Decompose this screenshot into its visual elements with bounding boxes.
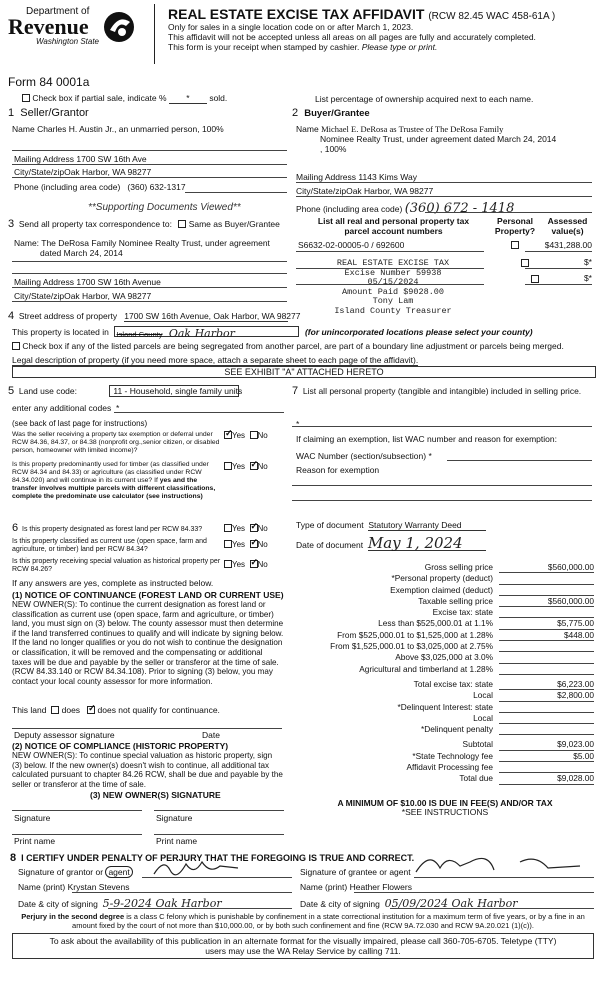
grantor-name[interactable]: Krystan Stevens [67, 882, 130, 892]
seller-name[interactable]: Charles H. Austin Jr., an unmarried person, 100% [37, 124, 224, 134]
assessed-header-b: value(s) [551, 226, 584, 236]
partial-pct[interactable]: * [169, 93, 207, 104]
doc-date-label: Date of document [296, 540, 364, 550]
land-use-label: Land use code: [18, 386, 77, 396]
street-label: Street address of property [18, 311, 118, 321]
calc-row-label: Affidavit Processing fee [406, 762, 493, 773]
tax-corr-name-label: Name: [14, 238, 40, 248]
same-as-buyer-checkbox[interactable] [178, 220, 186, 228]
calc-row-label: From $525,000.01 to $1,525,000 at 1.28% [337, 629, 493, 640]
calc-row [292, 739, 594, 750]
seller-mail-label: Mailing Address [14, 154, 75, 164]
tax-calculation-table [292, 562, 594, 785]
calc-row-value[interactable] [499, 652, 594, 663]
calc-row-value[interactable]: $9,023.00 [499, 739, 594, 750]
calc-row-value[interactable] [499, 762, 594, 773]
form-title: REAL ESTATE EXCISE TAX AFFIDAVIT [168, 6, 425, 22]
calc-row [292, 762, 594, 773]
tax-corr-city-label: City/State/zip [14, 291, 65, 301]
q1-yes-checkbox[interactable] [224, 431, 232, 439]
seller-name-label: Name [12, 124, 35, 134]
calc-row-value[interactable] [499, 702, 594, 713]
calc-row [292, 573, 594, 584]
deputy-date-label: Date [202, 730, 220, 740]
legal-description-value[interactable]: SEE EXHIBIT "A" ATTACHED HERETO [12, 366, 596, 378]
exemption-label: If claiming an exemption, list WAC number and reason for exemption: [296, 434, 557, 444]
calc-row [292, 713, 594, 724]
subtitle-1: Only for sales in a single location code on or after March 1, 2023. [168, 22, 414, 32]
grantor-sig-label: Signature of grantor or [18, 867, 104, 877]
calc-row-label: From $1,525,000.01 to $3,025,000 at 2.75% [330, 641, 493, 652]
q2-yes-checkbox[interactable] [224, 462, 232, 470]
does-checkbox[interactable] [51, 706, 59, 714]
does-not-checkbox[interactable] [87, 706, 95, 714]
parcel-header-1b: parcel account numbers [344, 226, 443, 236]
wac-label: WAC Number (section/subsection) [296, 451, 427, 461]
continuance-text: NEW OWNER(S): To continue the current designation as forest land or classification as current use (open space, farm and agriculture, or timber) land, you must sign on (3) below. The county assessor must then determine if the land transferred continues to qualify and will indicate by signing below. If the land no longer qualifies or you do not wish to continue the designation or classification, it will be removed and the compensating or additional taxes will be due and payable by the seller or transferor at the time of sale. (RCW 84.33.140 or RCW 84.34.108). Prior to signing (3) below, you may contact your local county assessor for more information. [12, 600, 284, 686]
calc-row-label: Local [473, 690, 493, 701]
partial-sale-checkbox[interactable] [22, 94, 30, 102]
if-yes-instruction: If any answers are yes, complete as instructed below. [12, 578, 214, 588]
stamp-line-4: Amount Paid $9028.00 [341, 286, 445, 297]
personal-property-label: List all personal property (tangible and intangible) included in selling price. [302, 386, 582, 396]
calc-row-value[interactable] [499, 573, 594, 584]
grantee-sig-label: Signature of grantee or [300, 867, 387, 877]
calc-row-value[interactable]: $560,000.00 [499, 596, 594, 607]
deputy-label: Deputy assessor signature [14, 730, 115, 740]
calc-row-value[interactable] [499, 607, 594, 618]
assessed-header: Assessed [547, 216, 588, 226]
calc-row-value[interactable]: $2,800.00 [499, 690, 594, 701]
calc-row-label: Agricultural and timberland at 1.28% [359, 663, 493, 674]
grantee-signature[interactable] [410, 848, 590, 878]
calc-row [292, 702, 594, 713]
calc-row [292, 690, 594, 701]
parcel-header-1: List all real and personal property tax [317, 216, 470, 226]
calc-row [292, 751, 594, 762]
doc-type-value[interactable]: Statutory Warranty Deed [368, 520, 486, 531]
location-handwritten: Oak Harbor [168, 327, 235, 340]
buyer-phone[interactable]: (360) 672 - 1418 [404, 201, 515, 216]
accessibility-footer: To ask about the availability of this publication in an alternate format for the visually impaired, please call 360-705-6705. Teletype (TTY) users may use the WA Relay Service by calling 711. [12, 933, 594, 959]
additional-codes-label: enter any additional codes [12, 403, 112, 413]
calc-row-label: Gross selling price [424, 562, 493, 572]
historic-question: Is this property receiving special valuation as historical property per RCW 84.26? [12, 558, 221, 573]
personal-property-value[interactable]: * [296, 419, 300, 429]
calc-row [292, 641, 594, 652]
calc-row [292, 585, 594, 596]
timber-question: Is this property predominantly used for timber (as classified under RCW 84.34 and 84.33) or agriculture (as classified under RCW 84.34.020) and will continue in its current use? If [12, 461, 209, 484]
buyer-phone-label: Phone (including area code) [296, 204, 403, 214]
owner-sig-label-1: Signature [14, 813, 51, 823]
calc-row-label: *Delinquent Interest: state [397, 701, 493, 712]
location-label: This property is located in [12, 327, 109, 337]
calc-row [292, 664, 594, 675]
boundary-label: Check box if any of the listed parcels are being segregated from another parcel, are part of a boundary line adjustment or parcels being merged. [22, 341, 564, 351]
calc-row [292, 562, 594, 573]
tax-corr-mail-label: Mailing Address [14, 277, 75, 287]
personal-header: Personal [497, 216, 533, 226]
calc-row-label: Taxable selling price [418, 595, 493, 606]
calc-row-value[interactable] [499, 664, 594, 675]
tax-corr-mail[interactable]: 1700 SW 16th Avenue [76, 277, 161, 287]
boundary-checkbox[interactable] [12, 342, 20, 350]
parcel-account-1[interactable]: S6632-02-00005-0 / 692600 [298, 240, 405, 250]
calc-row-label: *Personal property (deduct) [391, 573, 493, 584]
form-number: Form 84 0001a [8, 75, 90, 89]
calc-row-label: Total excise tax: state [413, 678, 493, 689]
agent-label: agent [105, 866, 132, 878]
grantee-date-city[interactable]: 05/09/2024 Oak Harbor [384, 897, 518, 910]
q1-no-checkbox[interactable] [250, 431, 258, 439]
tax-correspondence-row: 3 Send all property tax correspondence to: Same as Buyer/Grantee [8, 218, 280, 230]
owner-sig-label-2: Signature [156, 813, 193, 823]
grantee-agent-label: agent [389, 867, 411, 877]
q5-yes-checkbox[interactable] [224, 560, 232, 568]
does-not-label: does not qualify for continuance. [97, 705, 220, 715]
seller-mail[interactable]: 1700 SW 16th Ave [76, 154, 147, 164]
q4-no-checkbox[interactable] [250, 540, 258, 548]
dept-label: Department of [26, 6, 90, 17]
calc-row-value[interactable]: $448.00 [499, 630, 594, 641]
logo [8, 6, 148, 46]
buyer-name-3[interactable]: , 100% [320, 144, 347, 154]
reason-label: Reason for exemption [296, 465, 380, 475]
calc-row [292, 630, 594, 641]
grantee-date-label: Date & city of signing [300, 899, 380, 909]
calc-row-value[interactable]: $560,000.00 [499, 562, 594, 573]
stamp-line-1: REAL ESTATE EXCISE TAX [336, 258, 450, 268]
q2-no-checkbox[interactable] [250, 462, 258, 470]
minimum-fee-note: A MINIMUM OF $10.00 IS DUE IN FEE(S) AND/OR TAX [337, 798, 553, 808]
see-instructions-note: *SEE INSTRUCTIONS [401, 807, 489, 817]
assessed-value-2[interactable]: $* [583, 257, 592, 267]
q3-no-checkbox[interactable] [250, 524, 258, 532]
supporting-docs-note: **Supporting Documents Viewed** [88, 202, 241, 213]
owner-print-label-2: Print name [156, 836, 198, 846]
calc-row-value[interactable]: $5,775.00 [499, 618, 594, 629]
calc-row [292, 724, 594, 735]
calc-row [292, 607, 594, 618]
street-address[interactable]: 1700 SW 16th Avenue, Oak Harbor, WA 98277 [124, 311, 301, 321]
subtitle-2: This affidavit will not be accepted unless all areas on all pages are fully and accurately completed. [168, 32, 536, 42]
buyer-name-label: Name [296, 124, 319, 134]
calc-row-label: Above $3,025,000 at 3.0% [395, 652, 493, 663]
calc-row-value[interactable] [499, 724, 594, 735]
buyer-mail[interactable]: 1143 Kims Way [358, 172, 417, 182]
buyer-mail-label: Mailing Address [296, 172, 357, 182]
buyer-heading: 2 Buyer/Grantee [292, 107, 370, 119]
see-instructions: (see back of last page for instructions) [12, 419, 148, 428]
rcw-ref: (RCW 82.45 WAC 458-61A ) [428, 11, 556, 22]
assessed-value-1[interactable]: $431,288.00 [544, 240, 592, 250]
calc-row-value[interactable]: $6,223.00 [499, 679, 594, 690]
calc-row-label: Total due [459, 773, 493, 784]
calc-row-label: *State Technology fee [412, 750, 493, 761]
personal-property-checkbox-1[interactable] [511, 241, 519, 249]
land-use-code[interactable]: 11 - Household, single family units [109, 385, 239, 397]
stamp-line-6: Island County Treasurer [334, 305, 452, 316]
compliance-text: NEW OWNER(S): To continue special valuation as historic property, sign (3) below. If the new owner(s) doesn't wish to continue, all additional tax calculated pursuant to chapter 84.26 RCW, shall be due and payable by the seller or transferor at the time of sale. [12, 751, 283, 789]
ownership-note: List percentage of ownership acquired next to each name. [315, 94, 534, 104]
buyer-city-label: City/State/zip [296, 186, 347, 196]
seller-city-label: City/State/zip [14, 167, 65, 177]
buyer-name-2[interactable]: Nominee Realty Trust, under agreement dated March 24, 2014 [320, 134, 557, 144]
tax-corr-name-2[interactable]: dated March 24, 2014 [40, 248, 123, 258]
compliance-heading: (2) NOTICE OF COMPLIANCE (HISTORIC PROPERTY) [12, 741, 229, 751]
calc-row-value[interactable] [499, 585, 594, 596]
subtitle-3-italic: Please type or print. [361, 42, 438, 52]
seller-heading: 1 Seller/Grantor [8, 107, 89, 119]
calc-row [292, 679, 594, 690]
location-note: (for unincorporated locations please select your county) [304, 327, 533, 337]
seller-city[interactable]: Oak Harbor, WA 98277 [64, 167, 152, 177]
doc-type-label: Type of document [296, 520, 364, 530]
calc-row-value[interactable] [499, 641, 594, 652]
q3-yes-checkbox[interactable] [224, 524, 232, 532]
calc-row-label: Local [473, 712, 493, 723]
state-label: Washington State [36, 37, 100, 46]
sold-label: sold. [209, 93, 228, 103]
assessed-value-3[interactable]: $* [583, 273, 592, 283]
current-use-question: Is this property classified as current use (open space, farm and agriculture, or timber) land per RCW 84.34? [12, 538, 207, 553]
stamp-line-2: Excise Number 59938 [344, 267, 442, 278]
calc-row-label: Subtotal [462, 739, 493, 750]
calc-row [292, 773, 594, 784]
buyer-city[interactable]: Oak Harbor, WA 98277 [346, 186, 434, 196]
calc-row-value[interactable]: $5.00 [499, 751, 594, 762]
certify-statement: I CERTIFY UNDER PENALTY OF PERJURY THAT THE FOREGOING IS TRUE AND CORRECT. [21, 853, 415, 863]
continuance-heading: (1) NOTICE OF CONTINUANCE (FOREST LAND OR CURRENT USE) [12, 590, 284, 600]
tax-corr-label: Send all property tax correspondence to: [18, 219, 172, 229]
buyer-name-1[interactable]: Michael E. DeRosa as Trustee of The DeRosa Family [321, 124, 504, 134]
grantor-date-label: Date & city of signing [18, 899, 98, 909]
revenue-label: Revenue [8, 14, 89, 39]
perjury-text: is a class C felony which is punishable by confinement in a state correctional institution for a maximum term of five years, or by a fine in an amount fixed by the court of not more than $10,000.00, or by both such confinement and fine (RCW 9A.72.030 and RCW 9A.20.021 (1)(c)). [72, 912, 585, 930]
grantor-date-city[interactable]: 5-9-2024 Oak Harbor [102, 897, 222, 910]
timber-question-bold: yes and the transfer involves multiple parcels with different classifications, complete the predominate use calculator (see instructions) [12, 477, 216, 500]
personal-header-b: Property? [494, 226, 536, 236]
new-owner-sig-heading: (3) NEW OWNER(S) SIGNATURE [90, 790, 221, 800]
seller-phone[interactable]: (360) 632-1317 [127, 182, 186, 192]
calc-row-label: Excise tax: state [432, 607, 493, 618]
forest-question: Is this property designated as forest land per RCW 84.33? [22, 526, 203, 533]
calc-row-label: Exemption claimed (deduct) [390, 584, 493, 595]
stamp-line-3: 05/15/2024 [367, 277, 419, 288]
q5-no-checkbox[interactable] [250, 560, 258, 568]
grantee-name-label: Name (print) [300, 882, 348, 892]
calc-row [292, 618, 594, 629]
wac-value[interactable]: * [428, 451, 432, 461]
q4-yes-checkbox[interactable] [224, 540, 232, 548]
subtitle-3: This form is your receipt when stamped by cashier. [168, 42, 360, 52]
grantee-name[interactable]: Heather Flowers [349, 882, 412, 892]
grantor-signature[interactable] [150, 856, 245, 878]
treasurer-stamp [318, 259, 468, 317]
exemption-question: Was the seller receiving a property tax exemption or deferral under RCW 84.36, 84.37, or 84.38 (nonprofit org.,senior citizen, or disabled person, homeowner with limited income)? [12, 431, 220, 454]
location-struck: Island County [116, 330, 163, 339]
owner-print-label-1: Print name [14, 836, 56, 846]
calc-row-label: Less than $525,000.01 at 1.1% [378, 618, 493, 629]
revenue-logo-icon [102, 10, 136, 44]
additional-codes[interactable]: * [115, 403, 120, 413]
location-select[interactable] [114, 326, 299, 340]
calc-row-value[interactable] [499, 713, 594, 724]
calc-row [292, 596, 594, 607]
calc-row [292, 652, 594, 663]
partial-sale-label: Check box if partial sale, indicate % [32, 93, 167, 103]
legal-description-label: Legal description of property (if you need more space, attach a separate sheet to each page of the affidavit). [12, 355, 419, 365]
perjury-bold: Perjury in the second degree [21, 912, 125, 921]
calc-row-value[interactable]: $9,028.00 [499, 773, 594, 784]
tax-corr-city[interactable]: Oak Harbor, WA 98277 [64, 291, 152, 301]
stamp-line-5: Tony Lam [372, 296, 414, 307]
grantor-name-label: Name (print) [18, 882, 66, 892]
doc-date-value[interactable]: May 1, 2024 [368, 536, 486, 551]
same-as-buyer-label: Same as Buyer/Grantee [188, 219, 280, 229]
seller-phone-label: Phone (including area code) [14, 182, 121, 192]
tax-corr-name-1[interactable]: The DeRosa Family Nominee Realty Trust, under agreement [41, 238, 270, 248]
this-land-label: This land [12, 705, 47, 715]
calc-row-label: *Delinquent penalty [421, 724, 493, 735]
